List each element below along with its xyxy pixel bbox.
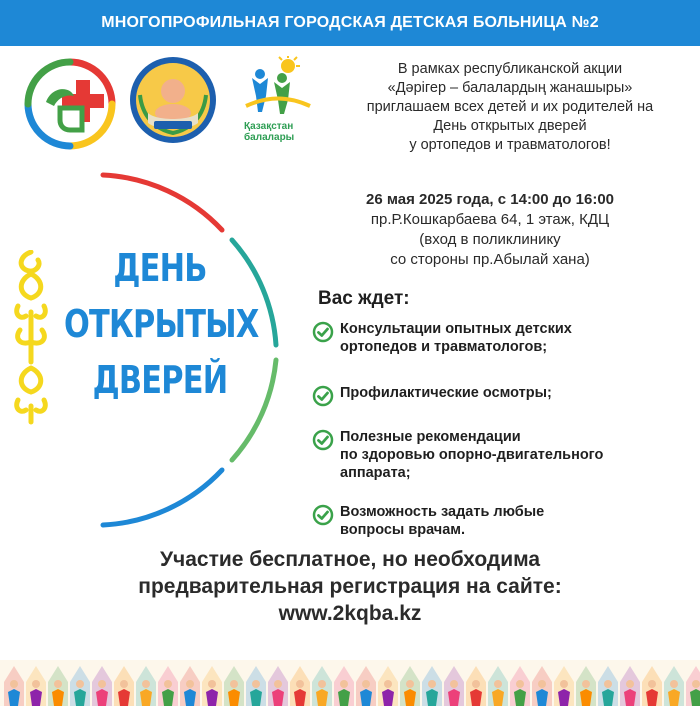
intro-line: В рамках республиканской акции (397, 61, 623, 77)
list-item-text: по здоровью опорно-двигательного (340, 447, 604, 463)
check-circle-icon (312, 504, 334, 526)
emblem-logo (128, 55, 218, 145)
hospital-logo (22, 56, 118, 152)
list-item (312, 384, 552, 407)
list-item-text: Возможность задать любые (340, 504, 545, 520)
intro-line: «Дәрігер – балалардың жанашыры» (387, 80, 633, 96)
check-circle-icon (312, 429, 334, 451)
kazakhstan-children-logo (238, 56, 318, 143)
intro-text (340, 60, 680, 155)
list-item-text: Консультации опытных детских (340, 321, 572, 337)
waiting-heading: Вас ждет: (318, 288, 410, 309)
children-figures-icon (238, 56, 318, 116)
list-item (312, 428, 603, 482)
intro-line: у ортопедов и травматологов! (409, 137, 611, 153)
open-day-title (40, 240, 280, 408)
check-circle-icon (312, 385, 334, 407)
event-info (320, 190, 660, 270)
event-address-line: со стороны пр.Абылай хана) (390, 251, 590, 268)
list-item-text: вопросы врачам. (340, 522, 466, 538)
intro-line: День открытых дверей (433, 118, 587, 134)
intro-line: приглашаем всех детей и их родителей на (366, 99, 654, 115)
list-item-text: Профилактические осмотры; (340, 385, 552, 401)
registration-line: предварительная регистрация на сайте: (138, 575, 562, 598)
list-item-text: аппарата; (340, 465, 411, 481)
title-line-2: ОТКРЫТЫХ (64, 302, 259, 346)
header-banner (0, 0, 700, 46)
header-title: МНОГОПРОФИЛЬНАЯ ГОРОДСКАЯ ДЕТСКАЯ БОЛЬНИЦА №2 (101, 14, 599, 31)
list-item-text: ортопедов и травматологов; (340, 339, 548, 355)
check-circle-icon (312, 321, 334, 343)
children-border-illustration (0, 652, 700, 706)
event-date: 26 мая 2025 года, с 14:00 до 16:00 (365, 191, 615, 208)
event-address-line: (вход в поликлинику (419, 231, 561, 248)
logo-text-line2: балалары (244, 132, 295, 143)
title-line-1: ДЕНЬ (113, 246, 207, 290)
event-address-line: пр.Р.Кошкарбаева 64, 1 этаж, КДЦ (370, 211, 610, 228)
list-item (312, 503, 544, 539)
registration-line: Участие бесплатное, но необходима (159, 548, 541, 571)
list-item (312, 320, 572, 356)
website-link[interactable]: www.2kqba.kz (278, 602, 422, 625)
logo-text-line1: Қазақстан (244, 121, 294, 132)
title-line-3: ДВЕРЕЙ (92, 358, 228, 402)
list-item-text: Полезные рекомендации (340, 429, 521, 445)
registration-notice (0, 546, 700, 627)
